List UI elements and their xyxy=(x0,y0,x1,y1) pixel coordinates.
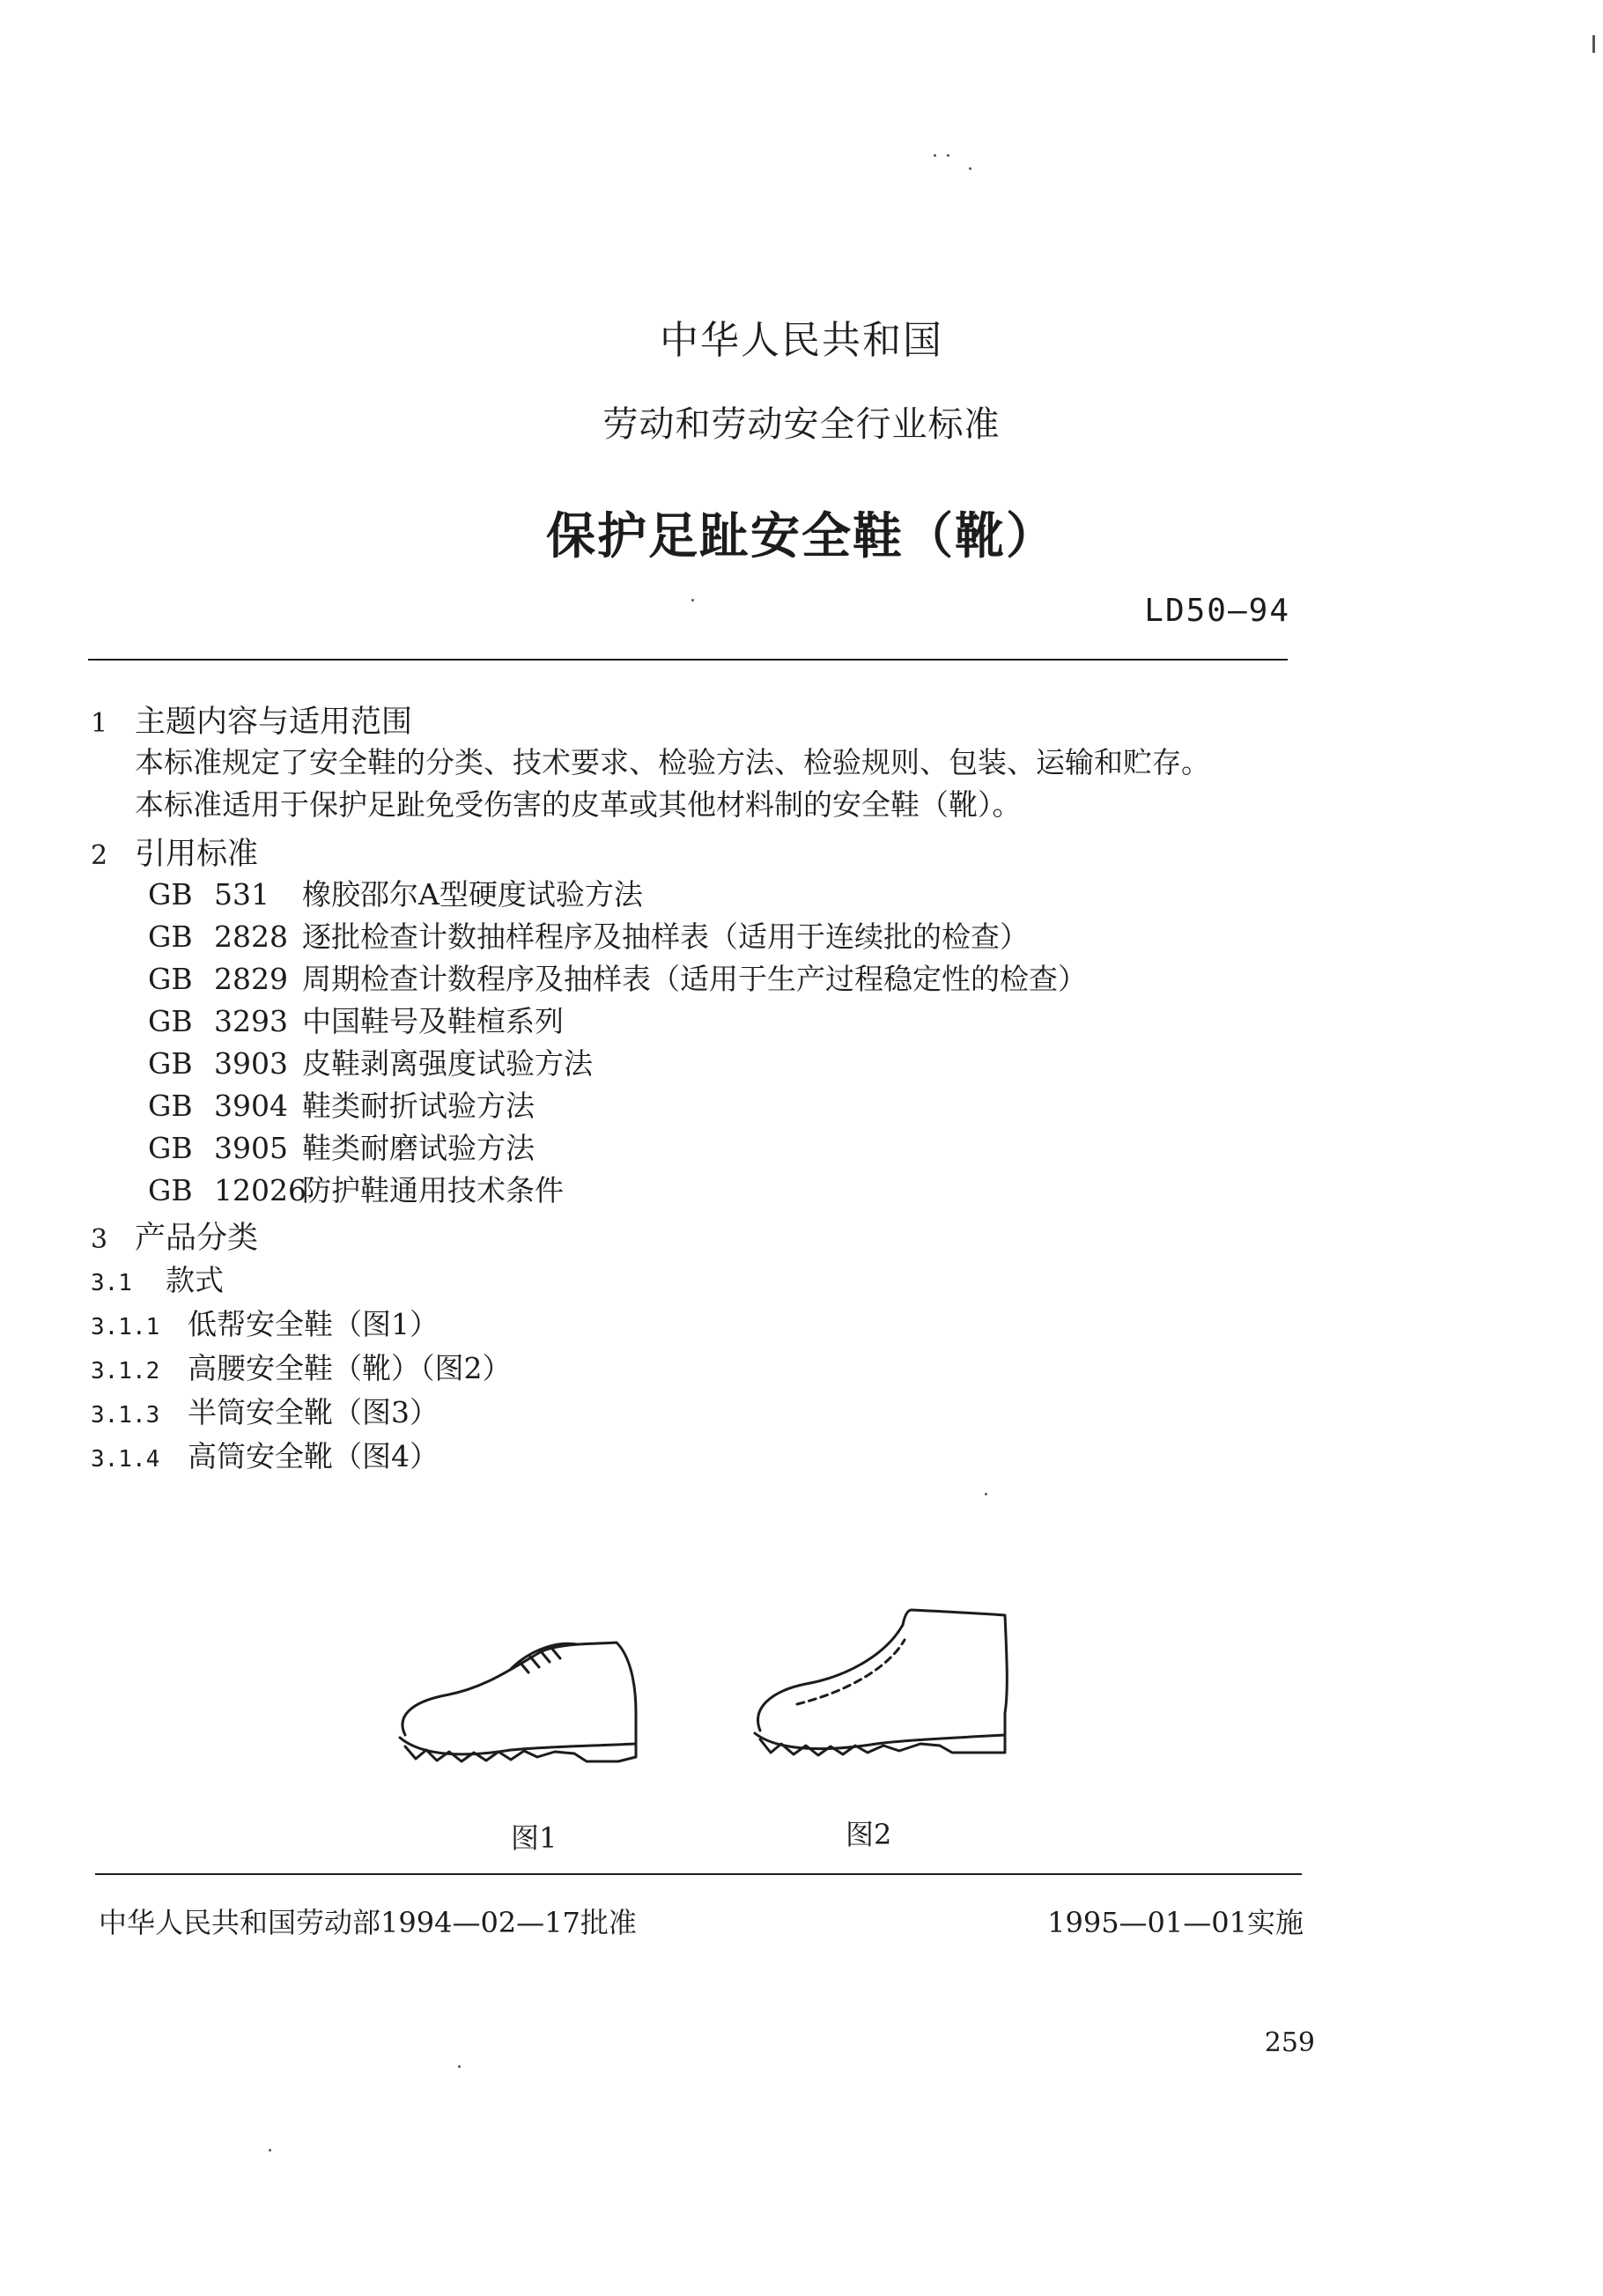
standard-code: LD50—94 xyxy=(1144,593,1290,629)
issuing-country: 中华人民共和国 xyxy=(660,318,943,363)
reference-prefix: GB xyxy=(148,1173,193,1207)
reference-item xyxy=(148,1126,535,1167)
paragraph: 本标准适用于保护足趾免受伤害的皮革或其他材料制的安全鞋（靴）。 xyxy=(135,787,1022,822)
reference-number: 3903 xyxy=(214,1046,288,1081)
section-title: 产品分类 xyxy=(135,1221,259,1256)
item-text: 高腰安全鞋（靴）（图2） xyxy=(188,1351,512,1385)
reference-title: 周期检查计数程序及抽样表（适用于生产过程稳定性的检查） xyxy=(302,962,1087,996)
item-text: 高筒安全靴（图4） xyxy=(188,1439,439,1473)
low-cut-shoe-figure xyxy=(388,1634,652,1775)
reference-prefix: GB xyxy=(148,962,193,996)
section-number: 3 xyxy=(91,1224,108,1255)
reference-item xyxy=(148,872,643,913)
reference-title: 逐批检查计数抽样程序及抽样表（适用于连续批的检查） xyxy=(302,919,1029,954)
reference-title: 橡胶邵尔A型硬度试验方法 xyxy=(302,877,643,912)
reference-title: 鞋类耐磨试验方法 xyxy=(302,1131,535,1165)
reference-item xyxy=(148,1041,593,1082)
subsection-number: 3.1 xyxy=(91,1270,132,1296)
reference-number: 3293 xyxy=(214,1004,288,1038)
section-number: 1 xyxy=(91,708,108,739)
figure-1-caption: 图1 xyxy=(511,1821,558,1855)
reference-prefix: GB xyxy=(148,1004,193,1038)
reference-prefix: GB xyxy=(148,919,193,954)
reference-title: 中国鞋号及鞋楦系列 xyxy=(302,1004,564,1038)
scan-speck xyxy=(969,167,971,170)
reference-title: 防护鞋通用技术条件 xyxy=(302,1173,564,1207)
section-2-heading xyxy=(91,830,258,874)
reference-title: 鞋类耐折试验方法 xyxy=(302,1089,535,1123)
paragraph: 本标准规定了安全鞋的分类、技术要求、检验方法、检验规则、包装、运输和贮存。 xyxy=(135,745,1210,779)
high-waist-boot-figure xyxy=(744,1603,1026,1770)
scan-speck xyxy=(691,599,694,602)
reference-prefix: GB xyxy=(148,877,193,912)
reference-number: 2829 xyxy=(214,962,288,996)
scan-speck xyxy=(985,1493,987,1495)
section-number: 2 xyxy=(91,840,108,871)
scan-speck xyxy=(934,154,936,157)
reference-item xyxy=(148,999,564,1040)
figure-2-caption: 图2 xyxy=(846,1818,892,1851)
boot-heel-outline xyxy=(971,1713,1005,1737)
item-text: 半筒安全靴（图3） xyxy=(188,1395,439,1429)
approval-note: 中华人民共和国劳动部1994—02—17批准 xyxy=(99,1906,637,1939)
list-item xyxy=(91,1390,439,1431)
reference-number: 531 xyxy=(214,877,270,912)
reference-number: 12026 xyxy=(214,1173,307,1207)
standard-category: 劳动和劳动安全行业标准 xyxy=(602,404,1001,445)
section-title: 主题内容与适用范围 xyxy=(135,705,413,740)
document-title: 保护足趾安全鞋（靴） xyxy=(546,507,1057,565)
reference-item xyxy=(148,1168,564,1209)
boot-upper-outline xyxy=(758,1610,1008,1731)
reference-prefix: GB xyxy=(148,1046,193,1081)
scan-speck xyxy=(458,2065,461,2068)
reference-prefix: GB xyxy=(148,1131,193,1165)
list-item xyxy=(91,1434,439,1475)
page-number: 259 xyxy=(1264,2027,1315,2058)
item-number: 3.1.1 xyxy=(91,1314,160,1340)
reference-prefix: GB xyxy=(148,1089,193,1123)
list-item xyxy=(91,1346,512,1387)
reference-number: 3904 xyxy=(214,1089,288,1123)
reference-number: 2828 xyxy=(214,919,288,954)
subsection-title: 款式 xyxy=(166,1263,224,1297)
item-number: 3.1.3 xyxy=(91,1402,160,1429)
section-3-heading xyxy=(91,1214,258,1258)
scan-speck xyxy=(269,2149,271,2152)
item-number: 3.1.4 xyxy=(91,1446,160,1473)
footer-divider xyxy=(95,1873,1302,1875)
section-1-heading xyxy=(91,698,412,742)
header-divider xyxy=(88,659,1288,661)
section-title: 引用标准 xyxy=(135,837,259,872)
subsection-heading xyxy=(91,1258,224,1299)
reference-title: 皮鞋剥离强度试验方法 xyxy=(302,1046,593,1081)
reference-item xyxy=(148,956,1087,998)
shoe-upper-outline xyxy=(403,1643,636,1735)
item-text: 低帮安全鞋（图1） xyxy=(188,1307,439,1341)
item-number: 3.1.2 xyxy=(91,1358,160,1384)
scan-edge-mark xyxy=(1592,35,1595,53)
list-item xyxy=(91,1302,439,1343)
shoe-sole-outline xyxy=(400,1738,636,1754)
boot-stitch-line xyxy=(797,1640,905,1704)
scan-speck xyxy=(947,154,949,157)
reference-item xyxy=(148,1083,535,1125)
reference-item xyxy=(148,914,1029,956)
effective-date: 1995—01—01实施 xyxy=(1047,1906,1304,1939)
reference-number: 3905 xyxy=(214,1131,288,1165)
